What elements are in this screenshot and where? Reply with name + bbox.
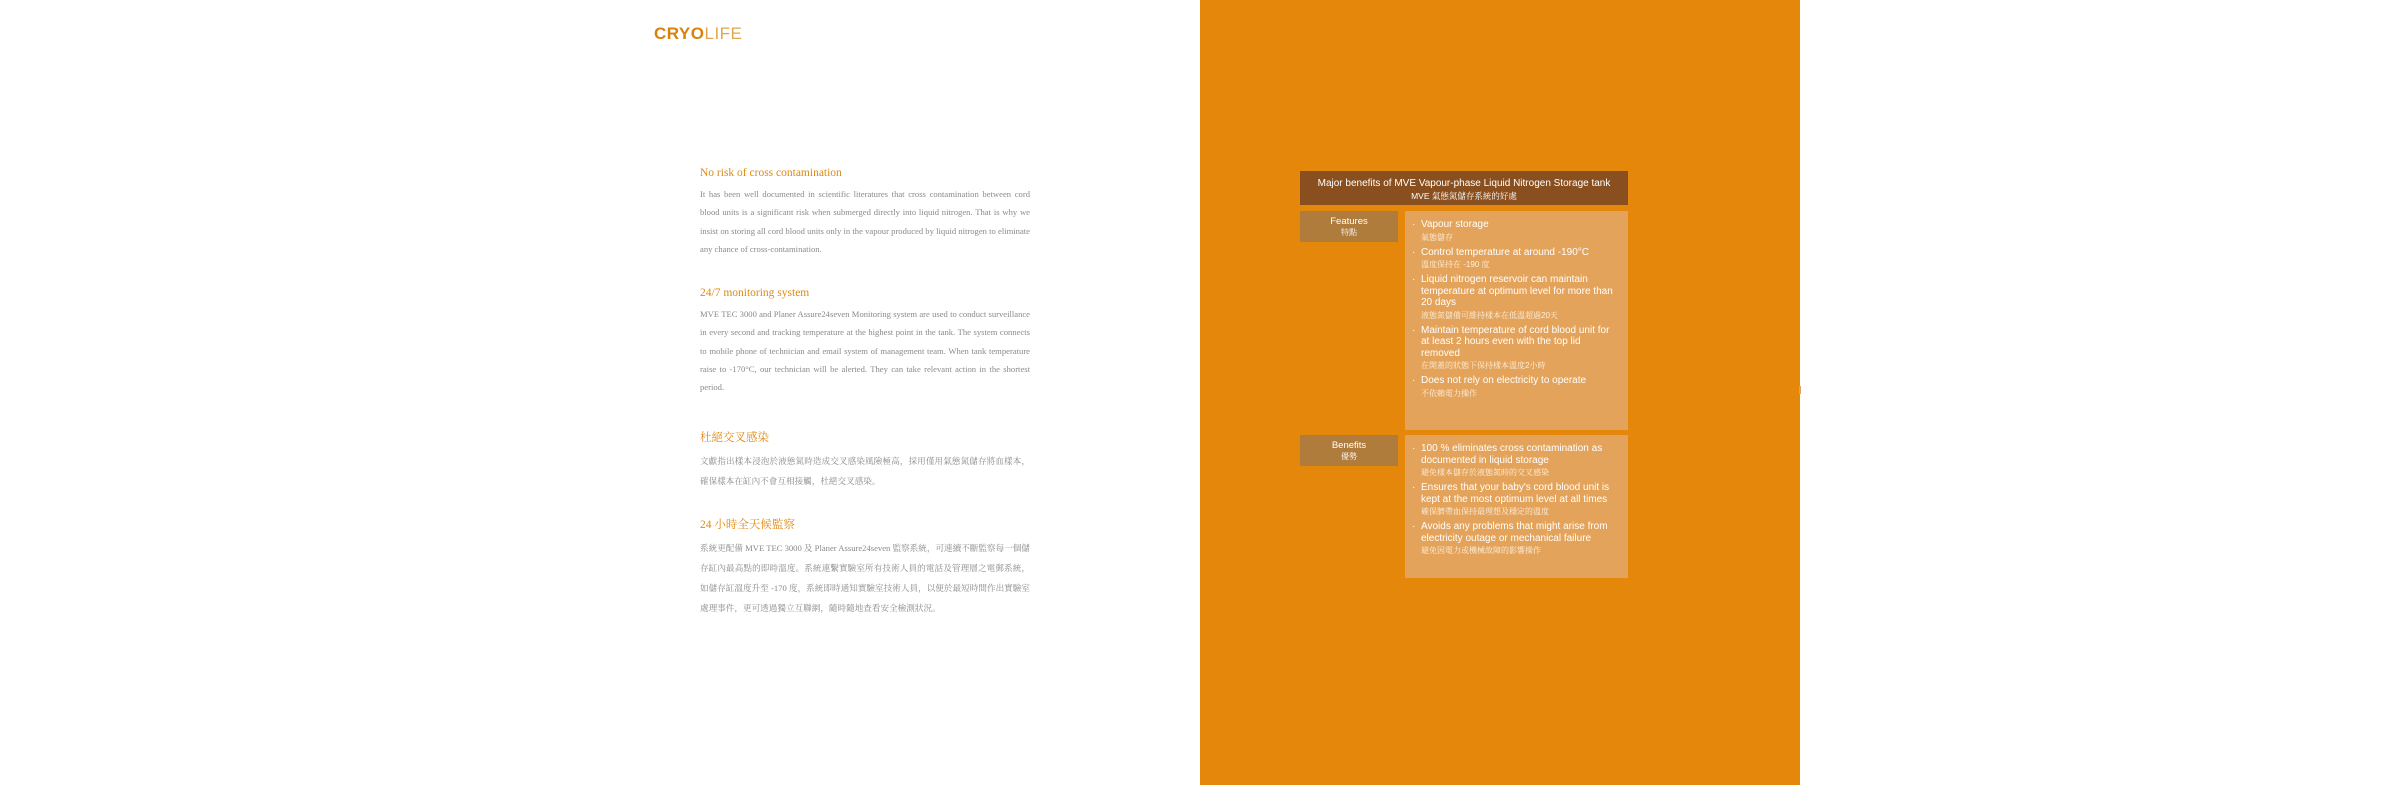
list-item: · Vapour storage 氣態儲存 — [1412, 219, 1489, 242]
benefits-label-zh: 優勢 — [1341, 452, 1357, 461]
list-item: · Does not rely on electricity to operate 不依賴電力操作 — [1412, 375, 1587, 398]
logo-cryo: CRYO — [654, 24, 705, 43]
list-item: · Maintain temperature of cord blood unit for at least 2 hours even with the top lid removed 在開蓋的狀態下保持樣本溫度2小時 — [1412, 324, 1610, 370]
logo-life: LIFE — [704, 24, 743, 43]
section-body: 系統更配備 MVE TEC 3000 及 Planer Assure24seven 監察系統，可連續不斷監察每一個儲存缸內最高點的即時溫度。系統連繫實驗室所有技術人員的電話及管理層之電郵系統，如儲存缸溫度升至 -170 度，系統即時通知實驗室技術人員，以便於最短時間作出實驗室處理事件，更可透過獨立互聯網，隨時隨地查看安全檢測狀況。 — [700, 543, 1030, 613]
section-title: 杜絕交叉感染 — [700, 432, 769, 444]
benefits-list — [1405, 435, 1628, 578]
list-item: · Control temperature at around -190°C 溫度保持在 -190 度 — [1412, 246, 1589, 269]
section-monitoring-en — [700, 287, 1030, 396]
page-edge-mark — [1799, 386, 1801, 394]
section-body: MVE TEC 3000 and Planer Assure24seven Monitoring system are used to conduct surveillance in every second and tracking temperature at the highest point in the tank. The system connects to mobile phone of technician and email system of management team. When tank temperature raise to -170°C, our technician will be alerted. They can take relevant action in the shortest period. — [700, 309, 1030, 393]
benefits-label-en: Benefits — [1331, 440, 1367, 451]
benefits-tag — [1300, 435, 1398, 466]
section-body: 文獻指出樣本浸泡於液態氮時造成交叉感染風險極高，採用僅用氣態氮儲存將血樣本，確保樣本在缸內不會互相接觸，杜絕交叉感染。 — [700, 456, 1030, 486]
section-title: 24/7 monitoring system — [700, 287, 810, 299]
features-list — [1405, 211, 1628, 430]
section-monitoring-zh — [700, 516, 1030, 618]
list-item: · Avoids any problems that might arise from electricity outage or mechanical failure 避免因電力或機械故障的影響操作 — [1412, 521, 1608, 555]
section-title: No risk of cross contamination — [700, 167, 842, 179]
section-cross-contamination-en — [700, 167, 1030, 258]
header-title-en: Major benefits of MVE Vapour-phase Liquid Nitrogen Storage tank — [1317, 178, 1611, 189]
section-title: 24 小時全天候監察 — [700, 519, 795, 531]
features-label-en: Features — [1330, 216, 1368, 227]
section-cross-contamination-zh — [700, 429, 1030, 491]
section-body: It has been well documented in scientific literatures that cross contamination between cord blood units is a significant risk when submerged directly into liquid nitrogen. That is why we insist on storing all cord blood units only in the vapour produced by liquid nitrogen to eliminate any chance of cross-contamination. — [700, 189, 1030, 254]
list-item: · Liquid nitrogen reservoir can maintain temperature at optimum level for more than 20 days 液態氮儲備可維持樣本在低溫超過20天 — [1412, 274, 1613, 320]
benefits-box-header — [1300, 171, 1628, 205]
features-label-zh: 特點 — [1341, 228, 1357, 237]
features-tag — [1300, 211, 1398, 242]
cryolife-logo — [654, 24, 742, 44]
list-item: · 100 % eliminates cross contamination as documented in liquid storage 避免樣本儲存於液態氮時的交叉感染 — [1412, 443, 1603, 477]
list-item: · Ensures that your baby's cord blood unit is kept at the most optimum level at all times 確保臍帶血保持最理想及穩定的溫度 — [1412, 482, 1610, 516]
header-title-zh: MVE 氣態氮儲存系統的好處 — [1411, 191, 1517, 201]
